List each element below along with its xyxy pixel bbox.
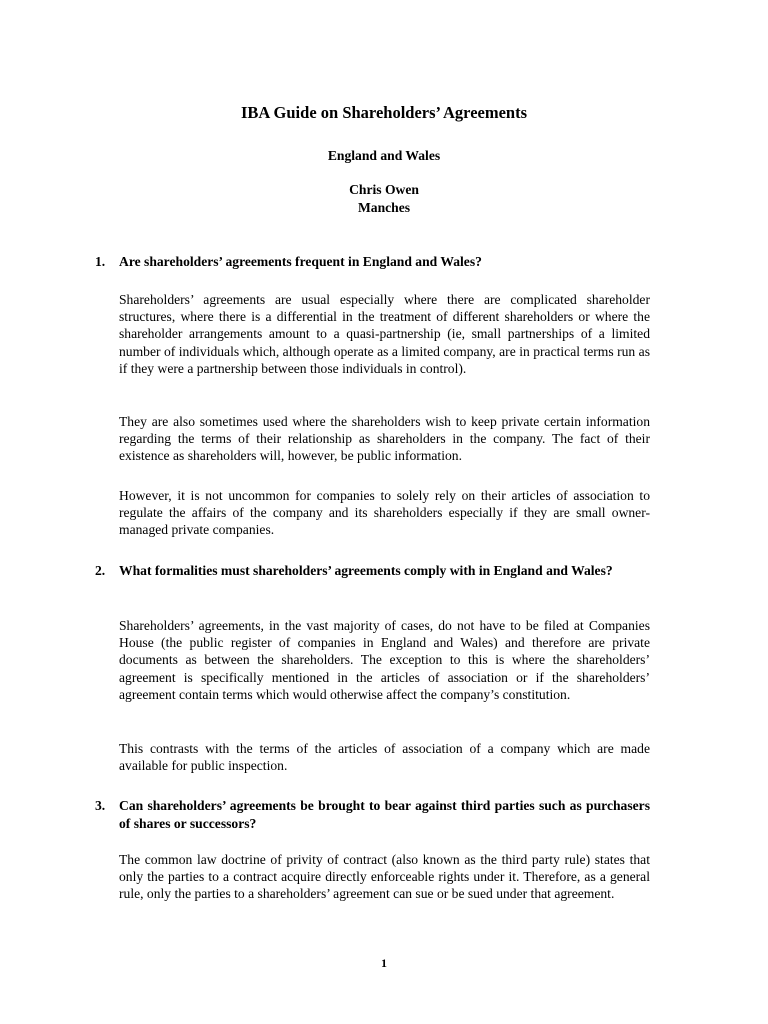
section-number: 1. [95, 254, 106, 269]
body-paragraph: However, it is not uncommon for companies to solely rely on their articles of association to regulate the affairs of the company and its shareholders especially if they are small owner-managed private companies. [119, 488, 650, 538]
section-number: 2. [95, 563, 106, 578]
document-title: IBA Guide on Shareholders’ Agreements [240, 103, 528, 122]
section-question: Are shareholders’ agreements frequent in England and Wales? [119, 254, 482, 269]
page-number: 1 [381, 956, 387, 970]
section-heading [95, 562, 650, 580]
section-question: What formalities must shareholders’ agreements comply with in England and Wales? [119, 563, 613, 578]
body-paragraph: Shareholders’ agreements are usual especially where there are complicated shareholder structures, where there is a differential in the treatment of different shareholders or where the shareholder arrangements amount to a quasi-partnership (ie, small partnerships of a limited number of individuals which, although operate as a limited company, are in practical terms run as if they were a partnership between those individuals in control). [119, 292, 650, 376]
body-paragraph: Shareholders’ agreements, in the vast majority of cases, do not have to be filed at Companies House (the public register of companies in England and Wales) and therefore are private documents as between the shareholders. The exception to this is where the shareholders’ agreement is specifically mentioned in the articles of association or if the shareholders’ agreement contain terms which would otherwise affect the company’s constitution. [119, 618, 650, 702]
body-paragraph: The common law doctrine of privity of contract (also known as the third party rule) states that only the parties to a contract acquire directly enforceable rights under it. Therefore, as a general rule, only the parties to a shareholders’ agreement can sue or be sued under that agreement. [119, 852, 650, 902]
body-paragraph: They are also sometimes used where the shareholders wish to keep private certain information regarding the terms of their relationship as shareholders in the company. The fact of their existence as shareholders will, however, be public information. [119, 414, 650, 464]
author-name: Chris Owen [349, 182, 419, 197]
section-question: Can shareholders’ agreements be brought to bear against third parties such as purchasers of shares or successors? [119, 798, 650, 831]
section-heading [95, 797, 650, 833]
section-number: 3. [95, 798, 106, 813]
body-paragraph: This contrasts with the terms of the articles of association of a company which are made available for public inspection. [119, 741, 650, 774]
author-firm: Manches [357, 200, 411, 215]
section-heading [95, 253, 650, 271]
jurisdiction-heading: England and Wales [327, 148, 441, 163]
